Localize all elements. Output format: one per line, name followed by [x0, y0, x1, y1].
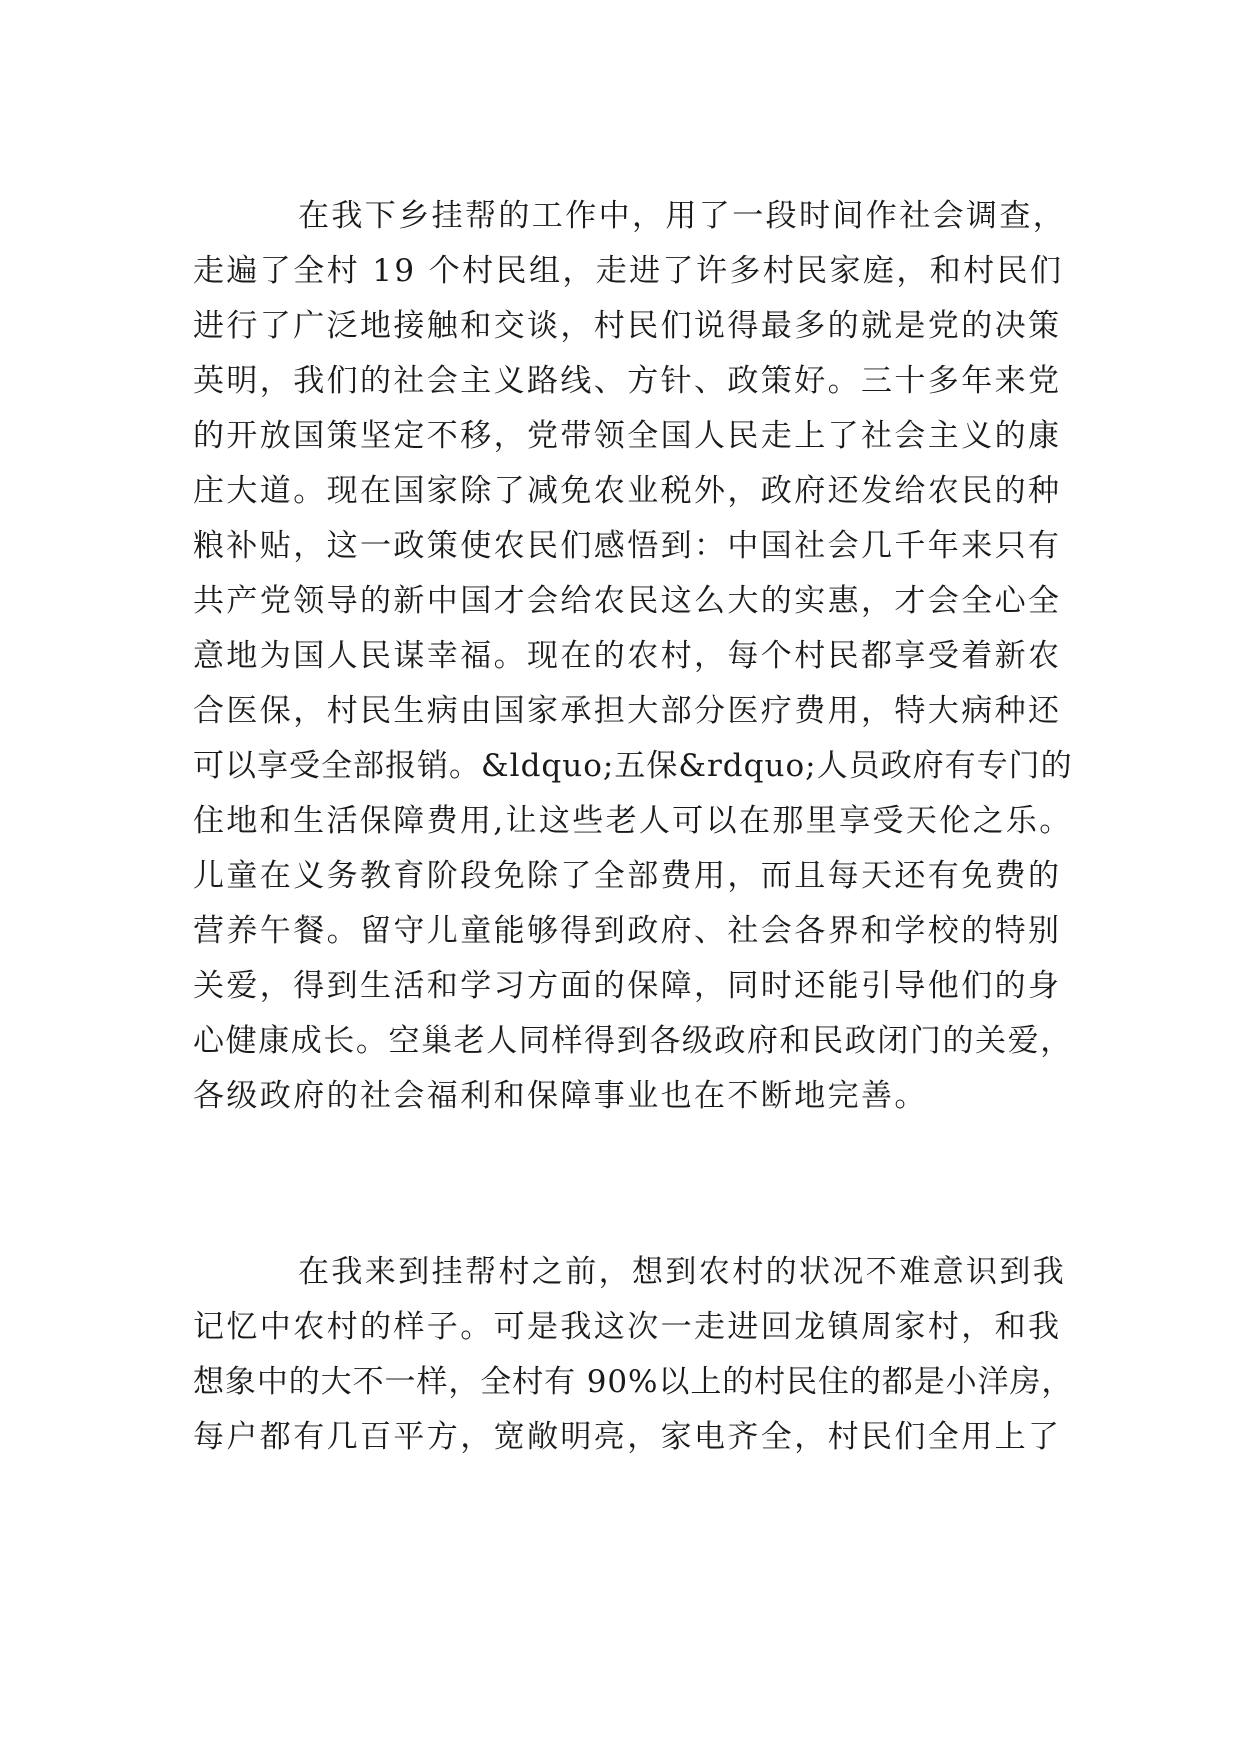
text-line: 意地为国人民谋幸福。现在的农村，每个村民都享受着新农: [193, 638, 1062, 674]
text-line: 在我下乡挂帮的工作中，用了一段时间作社会调查，: [298, 198, 1067, 234]
text-line: 在我来到挂帮村之前，想到农村的状况不难意识到我: [298, 1254, 1067, 1290]
text-line: 各级政府的社会福利和保障事业也在不断地完善。: [193, 1078, 928, 1114]
text-line: 粮补贴，这一政策使农民们感悟到：中国社会几千年来只有: [193, 528, 1062, 564]
text-line: 合医保，村民生病由国家承担大部分医疗费用，特大病种还: [193, 693, 1062, 729]
text-line: 走遍了全村 19 个村民组，走进了许多村民家庭，和村民们: [193, 253, 1064, 289]
text-line: 进行了广泛地接触和交谈，村民们说得最多的就是党的决策: [193, 308, 1062, 344]
text-line: 记忆中农村的样子。可是我这次一走进回龙镇周家村，和我: [193, 1309, 1062, 1345]
text-line: 营养午餐。留守儿童能够得到政府、社会各界和学校的特别: [193, 913, 1062, 949]
text-line: 儿童在义务教育阶段免除了全部费用，而且每天还有免费的: [193, 858, 1062, 894]
text-line: 的开放国策坚定不移，党带领全国人民走上了社会主义的康: [193, 418, 1062, 454]
text-line: 英明，我们的社会主义路线、方针、政策好。三十多年来党: [193, 363, 1062, 399]
text-line: 可以享受全部报销。&ldquo;五保&rdquo;人员政府有专门的: [193, 748, 1073, 784]
text-line: 庄大道。现在国家除了减免农业税外，政府还发给农民的种: [193, 473, 1062, 509]
text-line: 关爱，得到生活和学习方面的保障，同时还能引导他们的身: [193, 968, 1062, 1004]
text-line: 每户都有几百平方，宽敞明亮，家电齐全，村民们全用上了: [193, 1419, 1062, 1455]
text-line: 想象中的大不一样，全村有 90%以上的村民住的都是小洋房，: [193, 1364, 1074, 1400]
text-line: 住地和生活保障费用,让这些老人可以在那里享受天伦之乐。: [193, 803, 1073, 839]
text-line: 心健康成长。空巢老人同样得到各级政府和民政闭门的关爱，: [193, 1023, 1073, 1059]
text-line: 共产党领导的新中国才会给农民这么大的实惠，才会全心全: [193, 583, 1062, 619]
